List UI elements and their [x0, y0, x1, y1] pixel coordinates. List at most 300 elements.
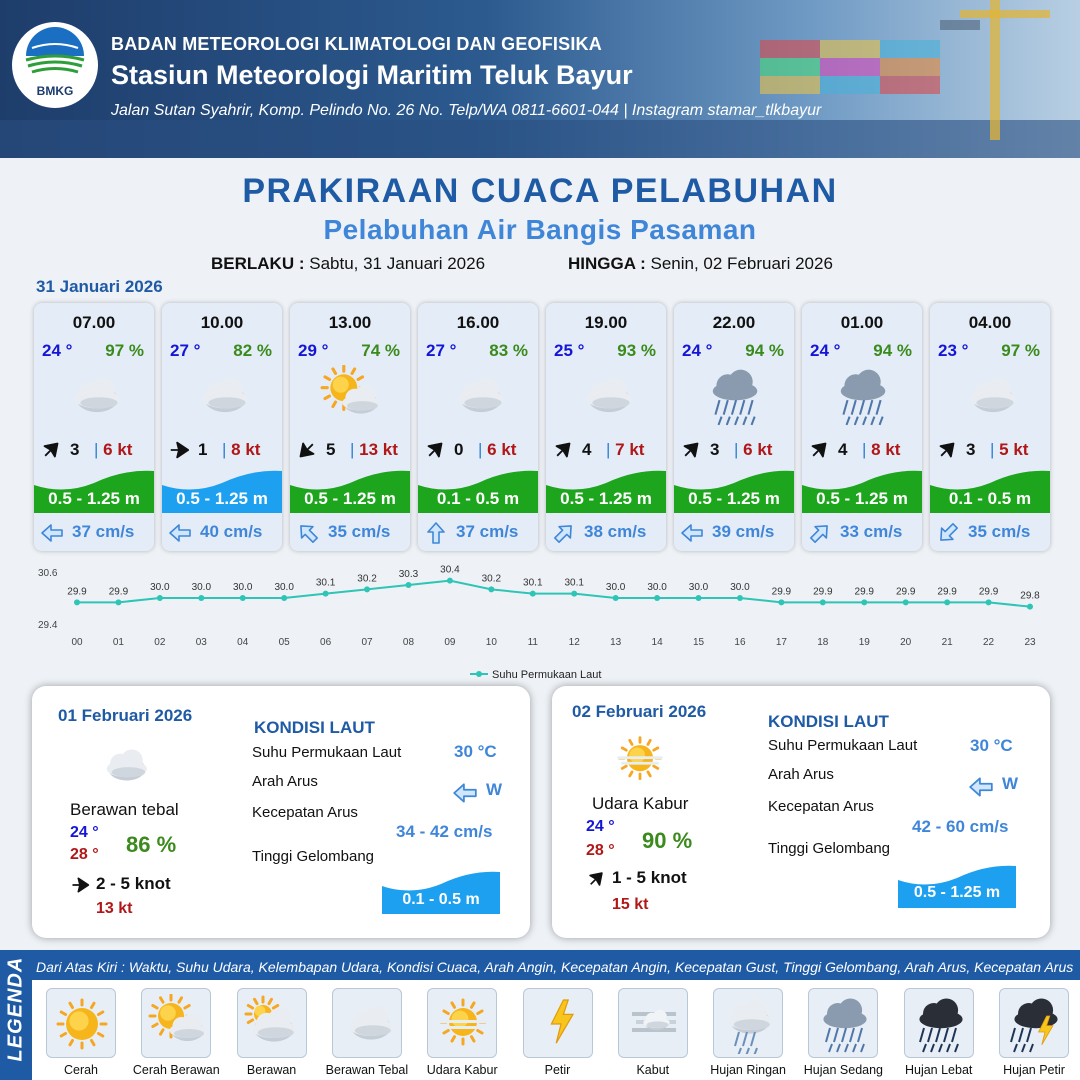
arrow-northeast-icon — [424, 439, 446, 461]
forecast-humidity: 94 % — [873, 341, 912, 360]
x-tick-label: 21 — [941, 637, 953, 648]
berawan-tebal-icon — [182, 365, 262, 427]
bmkg-logo-mark — [12, 22, 98, 82]
data-label: 29.9 — [978, 586, 999, 598]
legend-item-label: Hujan Lebat — [904, 1063, 973, 1077]
forecast-time: 07.00 — [72, 313, 116, 332]
data-label: 30.2 — [481, 573, 502, 585]
sst-value: 30 °C — [970, 736, 1013, 755]
weather-icon-slot — [950, 365, 1030, 427]
cerah-berawan-icon — [147, 994, 207, 1054]
x-tick-label: 07 — [361, 637, 373, 648]
legend-description: Dari Atas Kiri : Waktu, Suhu Udara, Kelembapan Udara, Kondisi Cuaca, Arah Angin, Kecepatan Angin, Kecepatan Gust, Tinggi Gelombang, Arah Arus, Kecepatan Arus — [36, 959, 1074, 975]
x-tick-label: 04 — [237, 637, 249, 648]
arrow-northeast-icon — [936, 439, 958, 461]
sea-surface-temperature-chart — [30, 562, 1050, 686]
wind-direction — [168, 439, 190, 461]
sst-value: 30 °C — [454, 742, 497, 761]
valid-from-label: BERLAKU : — [211, 254, 305, 273]
data-label: 29.8 — [1020, 590, 1040, 602]
arrow-downleft-icon — [936, 521, 960, 545]
forecast-humidity: 83 % — [489, 341, 528, 360]
data-point — [820, 599, 826, 605]
data-label: 30.3 — [398, 569, 419, 580]
daily-humidity: 86 % — [126, 832, 177, 857]
weather-icon-slot — [694, 365, 774, 427]
data-label: 30.0 — [730, 582, 750, 593]
data-label: 29.9 — [937, 586, 957, 598]
legend-icon-box — [523, 988, 593, 1058]
daily-gust: 13 kt — [96, 900, 133, 917]
hujan-ringan-icon — [719, 994, 779, 1054]
legend-label: Suhu Permukaan Laut — [492, 669, 602, 681]
data-point — [115, 599, 121, 605]
legend-title: LEGENDA — [4, 956, 27, 1062]
forecast-card — [674, 303, 794, 551]
current-speed-label: Kecepatan Arus — [768, 798, 874, 815]
forecast-time: 10.00 — [200, 313, 244, 332]
current-direction — [296, 521, 320, 545]
x-tick-label: 10 — [485, 637, 497, 648]
gust-value: 8 kt — [871, 440, 901, 459]
berawan-tebal-icon — [54, 365, 134, 427]
daily-date: 01 Februari 2026 — [58, 706, 193, 725]
current-direction-value: W — [1002, 774, 1019, 793]
header-banner — [0, 0, 1080, 158]
current-speed-value: 42 - 60 cm/s — [912, 817, 1009, 836]
data-point — [281, 595, 287, 601]
forecast-humidity: 97 % — [1001, 341, 1040, 360]
gust-speed — [222, 440, 260, 460]
legend-item — [904, 988, 974, 1077]
legend-item-label: Berawan Tebal — [325, 1063, 409, 1077]
current-speed: 37 cm/s — [456, 522, 519, 541]
wind-direction — [296, 439, 318, 461]
legend-item-label: Hujan Ringan — [710, 1063, 786, 1077]
legend-item — [803, 988, 883, 1077]
current-direction — [40, 521, 64, 545]
y-tick-label: 29.4 — [38, 620, 58, 631]
legend-icon-box — [999, 988, 1069, 1058]
hujan-sedang-icon — [822, 365, 902, 427]
legend-icon-box — [618, 988, 688, 1058]
forecast-temperature: 29 ° — [298, 341, 329, 360]
daily-wind-direction — [586, 869, 606, 894]
wind-speed: 3 — [70, 440, 80, 459]
wind-direction — [552, 439, 574, 461]
logo-text: BMKG — [36, 84, 74, 98]
wave-height-label: Tinggi Gelombang — [768, 840, 891, 857]
valid-from — [211, 254, 485, 274]
berawan-tebal-icon — [438, 365, 518, 427]
x-tick-label: 09 — [444, 637, 456, 648]
data-point — [571, 591, 577, 597]
wind-speed: 3 — [966, 440, 976, 459]
berawan-tebal-icon — [338, 994, 398, 1054]
data-point — [613, 595, 619, 601]
forecast-date: 31 Januari 2026 — [36, 277, 163, 296]
forecast-time: 16.00 — [456, 313, 500, 332]
x-tick-label: 12 — [568, 637, 580, 648]
daily-panel — [552, 686, 1050, 938]
data-label: 30.0 — [688, 582, 709, 593]
x-tick-label: 15 — [692, 637, 705, 648]
forecast-temperature: 24 ° — [810, 341, 841, 360]
series-line — [77, 581, 1030, 607]
legend-item-label: Hujan Petir — [1003, 1063, 1065, 1077]
wind-direction — [808, 439, 830, 461]
current-direction — [680, 521, 704, 545]
daily-gust: 15 kt — [612, 896, 649, 913]
current-direction-value: W — [486, 780, 503, 799]
current-speed: 33 cm/s — [840, 522, 903, 541]
wind-speed: 4 — [838, 440, 848, 459]
hujan-lebat-icon — [910, 994, 970, 1054]
data-label: 29.9 — [108, 586, 129, 598]
wind-direction — [680, 439, 702, 461]
data-point — [447, 578, 453, 584]
data-point — [1027, 604, 1033, 610]
forecast-time: 19.00 — [584, 313, 628, 332]
x-tick-label: 17 — [775, 637, 787, 648]
data-point — [240, 595, 246, 601]
x-tick-label: 02 — [154, 637, 166, 648]
data-label: 29.9 — [67, 586, 87, 598]
x-tick-label: 19 — [858, 637, 870, 648]
legend-icon-box — [808, 988, 878, 1058]
arrow-northeast-icon — [552, 439, 574, 461]
forecast-time: 04.00 — [968, 313, 1012, 332]
legend-icon-box — [713, 988, 783, 1058]
legend-item-label: Berawan — [246, 1063, 297, 1077]
data-label: 30.0 — [233, 582, 253, 593]
legend-item-label: Cerah Berawan — [132, 1063, 220, 1077]
daily-date: 02 Februari 2026 — [572, 702, 707, 721]
daily-condition: Berawan tebal — [70, 800, 179, 819]
legend-item — [523, 988, 593, 1077]
x-tick-label: 18 — [817, 637, 829, 648]
weather-icon-slot — [182, 365, 262, 427]
forecast-card — [34, 303, 154, 551]
legend-item — [325, 988, 409, 1077]
forecast-temperature: 24 ° — [42, 341, 73, 360]
forecast-humidity: 93 % — [617, 341, 656, 360]
station-name: Stasiun Meteorologi Maritim Teluk Bayur — [111, 60, 633, 90]
x-tick-label: 06 — [320, 637, 332, 648]
wind-speed: 0 — [454, 440, 464, 459]
x-tick-label: 23 — [1024, 637, 1036, 648]
legend-marker — [476, 671, 482, 677]
forecast-humidity: 94 % — [745, 341, 784, 360]
sst-label: Suhu Permukaan Laut — [252, 744, 402, 761]
gust-value: 6 kt — [743, 440, 773, 459]
data-point — [364, 586, 370, 592]
x-tick-label: 16 — [734, 637, 746, 648]
forecast-card — [802, 303, 922, 551]
legend-item-label: Cerah — [63, 1063, 99, 1077]
gust-speed — [734, 440, 772, 460]
valid-to-label: HINGGA : — [568, 254, 646, 273]
forecast-temperature: 27 ° — [426, 341, 457, 360]
gust-value: 8 kt — [231, 440, 261, 459]
arrow-east-icon — [168, 439, 190, 461]
separator: | — [478, 440, 488, 459]
arrow-upright-icon — [808, 521, 832, 545]
x-tick-label: 00 — [71, 637, 83, 648]
arrow-left-icon — [968, 774, 994, 800]
forecast-temperature: 24 ° — [682, 341, 713, 360]
organization-name: BADAN METEOROLOGI KLIMATOLOGI DAN GEOFISIKA — [111, 34, 602, 54]
wave-height: 0.1 - 0.5 m — [948, 489, 1032, 508]
data-label: 30.1 — [315, 577, 336, 589]
current-direction — [424, 521, 448, 545]
x-tick-label: 03 — [195, 637, 207, 648]
current-direction — [552, 521, 576, 545]
wave-height: 0.5 - 1.25 m — [304, 489, 396, 508]
forecast-temperature: 25 ° — [554, 341, 585, 360]
udara-kabur-icon — [433, 994, 493, 1054]
separator: | — [990, 440, 1000, 459]
kabut-icon — [624, 994, 684, 1054]
data-label: 30.1 — [523, 577, 543, 589]
forecast-card — [162, 303, 282, 551]
valid-to-value: Senin, 02 Februari 2026 — [650, 254, 833, 273]
data-point — [198, 595, 204, 601]
wind-speed: 5 — [326, 440, 336, 459]
daily-wind-speed: 2 - 5 knot — [96, 874, 171, 893]
weather-icon-slot — [310, 365, 390, 427]
arrow-northeast-icon — [40, 439, 62, 461]
gust-value: 7 kt — [615, 440, 645, 459]
sst-label: Suhu Permukaan Laut — [768, 737, 918, 754]
daily-wave-height: 0.1 - 0.5 m — [402, 891, 480, 908]
current-direction — [168, 521, 192, 545]
cerah-icon — [52, 994, 112, 1054]
x-tick-label: 14 — [651, 637, 663, 648]
data-point — [157, 595, 163, 601]
gust-speed — [862, 440, 900, 460]
gust-value: 6 kt — [487, 440, 517, 459]
x-tick-label: 22 — [983, 637, 995, 648]
wave-height: 0.5 - 1.25 m — [816, 489, 908, 508]
arrow-northeast-icon — [586, 869, 606, 889]
daily-humidity: 90 % — [642, 828, 693, 853]
forecast-time: 22.00 — [712, 313, 756, 332]
current-speed-value: 34 - 42 cm/s — [396, 822, 493, 841]
data-point — [778, 599, 784, 605]
arrow-southwest-icon — [296, 439, 318, 461]
gust-speed — [350, 440, 398, 460]
data-point — [405, 582, 411, 588]
gust-speed — [606, 440, 644, 460]
data-point — [986, 599, 992, 605]
legend-item — [237, 988, 307, 1077]
current-direction-label: Arah Arus — [252, 773, 318, 790]
data-label: 30.2 — [357, 573, 377, 585]
wave-height-label: Tinggi Gelombang — [252, 848, 375, 865]
data-label: 30.0 — [274, 582, 294, 593]
legend-item-label: Hujan Sedang — [803, 1063, 883, 1077]
legend-item — [46, 988, 116, 1077]
wave-height: 0.5 - 1.25 m — [688, 489, 780, 508]
daily-condition: Udara Kabur — [592, 794, 689, 813]
forecast-humidity: 82 % — [233, 341, 272, 360]
page-title: PRAKIRAAN CUACA PELABUHAN — [242, 172, 838, 210]
current-direction-arrow — [968, 774, 994, 805]
petir-icon — [529, 994, 589, 1054]
current-speed-label: Kecepatan Arus — [252, 804, 358, 821]
forecast-time: 13.00 — [328, 313, 372, 332]
gust-speed — [990, 440, 1028, 460]
wind-speed: 1 — [198, 440, 208, 459]
station-address: Jalan Sutan Syahrir, Komp. Pelindo No. 26 No. Telp/WA 0811-6601-044 | Instagram stamar_tlkbayur — [111, 102, 822, 119]
x-tick-label: 20 — [900, 637, 912, 648]
forecast-card — [546, 303, 666, 551]
legend-icon-box — [904, 988, 974, 1058]
legend-item-label: Udara Kabur — [426, 1063, 498, 1077]
legend-item-label: Kabut — [636, 1063, 670, 1077]
legend-item — [618, 988, 688, 1077]
cerah-berawan-icon — [310, 365, 390, 427]
udara-kabur-icon — [608, 732, 672, 788]
legend-item — [132, 988, 220, 1077]
arrow-northeast-icon — [680, 439, 702, 461]
data-label: 29.9 — [854, 586, 874, 598]
forecast-humidity: 97 % — [105, 341, 144, 360]
current-direction — [808, 521, 832, 545]
legend-item — [710, 988, 786, 1077]
forecast-temperature: 27 ° — [170, 341, 201, 360]
weather-icon-slot — [438, 365, 518, 427]
berawan-tebal-icon — [566, 365, 646, 427]
wind-direction — [936, 439, 958, 461]
forecast-humidity: 74 % — [361, 341, 400, 360]
gust-speed — [94, 440, 132, 460]
data-label: 30.0 — [605, 582, 626, 593]
x-tick-label: 01 — [112, 637, 124, 648]
current-speed: 37 cm/s — [72, 522, 135, 541]
data-label: 30.0 — [191, 582, 212, 593]
arrow-upleft-icon — [296, 521, 320, 545]
daily-temp-min: 24 ° — [70, 824, 99, 841]
data-label: 30.4 — [440, 564, 460, 576]
data-label: 30.0 — [150, 582, 170, 593]
hujan-petir-icon — [1005, 994, 1065, 1054]
wind-direction — [40, 439, 62, 461]
arrow-left-icon — [40, 521, 64, 545]
weather-icon-slot — [566, 365, 646, 427]
legend-icon-box — [237, 988, 307, 1058]
wave-height: 0.5 - 1.25 m — [560, 489, 652, 508]
arrow-east-icon — [70, 875, 90, 895]
separator: | — [222, 440, 232, 459]
data-label: 29.9 — [895, 586, 916, 598]
weather-icon-slot — [54, 365, 134, 427]
sea-condition-title: KONDISI LAUT — [768, 712, 889, 731]
valid-to — [568, 254, 833, 274]
weather-icon-slot — [822, 365, 902, 427]
current-direction — [936, 521, 960, 545]
data-point — [696, 595, 702, 601]
valid-from-value: Sabtu, 31 Januari 2026 — [309, 254, 486, 273]
separator: | — [94, 440, 104, 459]
daily-weather-icon-slot — [92, 738, 156, 799]
legend-icon-box — [332, 988, 402, 1058]
current-direction-arrow — [452, 780, 478, 811]
arrow-up-icon — [424, 521, 448, 545]
forecast-temperature: 23 ° — [938, 341, 969, 360]
separator: | — [862, 440, 872, 459]
legend-item-label: Petir — [544, 1063, 571, 1077]
sea-condition-title: KONDISI LAUT — [254, 718, 375, 737]
arrow-northeast-icon — [808, 439, 830, 461]
data-point — [488, 586, 494, 592]
legend-item — [426, 988, 498, 1077]
current-speed: 38 cm/s — [584, 522, 647, 541]
data-point — [903, 599, 909, 605]
berawan-tebal-icon — [950, 365, 1030, 427]
arrow-left-icon — [168, 521, 192, 545]
arrow-upright-icon — [552, 521, 576, 545]
data-point — [861, 599, 867, 605]
legend-item — [999, 988, 1069, 1077]
legend-section — [0, 950, 1080, 1080]
arrow-left-icon — [452, 780, 478, 806]
wind-speed: 4 — [582, 440, 592, 459]
separator: | — [606, 440, 616, 459]
bmkg-logo — [12, 22, 98, 108]
daily-temp-max: 28 ° — [70, 846, 99, 863]
legend-icon-box — [46, 988, 116, 1058]
forecast-card — [930, 303, 1050, 551]
gust-speed — [478, 440, 516, 460]
wind-direction — [424, 439, 446, 461]
data-point — [737, 595, 743, 601]
x-tick-label: 05 — [278, 637, 290, 648]
gust-value: 5 kt — [999, 440, 1029, 459]
berawan-tebal-icon — [92, 738, 156, 794]
berawan-icon — [243, 994, 303, 1054]
hujan-sedang-icon — [814, 994, 874, 1054]
data-label: 30.0 — [647, 582, 667, 593]
legend-icon-box — [141, 988, 211, 1058]
data-point — [944, 599, 950, 605]
current-speed: 35 cm/s — [968, 522, 1031, 541]
data-point — [74, 599, 80, 605]
current-speed: 39 cm/s — [712, 522, 775, 541]
forecast-card — [418, 303, 538, 551]
current-speed: 35 cm/s — [328, 522, 391, 541]
y-tick-label: 30.6 — [38, 568, 58, 579]
data-point — [654, 595, 660, 601]
legend-icon-box — [427, 988, 497, 1058]
wind-speed: 3 — [710, 440, 720, 459]
daily-temp-min: 24 ° — [586, 818, 615, 835]
x-tick-label: 13 — [610, 637, 622, 648]
daily-panel — [32, 686, 530, 938]
daily-wind-speed: 1 - 5 knot — [612, 868, 687, 887]
data-label: 30.1 — [564, 577, 584, 589]
daily-temp-max: 28 ° — [586, 842, 615, 859]
separator: | — [350, 440, 360, 459]
current-direction-label: Arah Arus — [768, 766, 834, 783]
separator: | — [734, 440, 744, 459]
gust-value: 13 kt — [359, 440, 398, 459]
wave-height: 0.5 - 1.25 m — [48, 489, 140, 508]
forecast-card — [290, 303, 410, 551]
wave-height: 0.1 - 0.5 m — [436, 489, 520, 508]
wave-height: 0.5 - 1.25 m — [176, 489, 268, 508]
